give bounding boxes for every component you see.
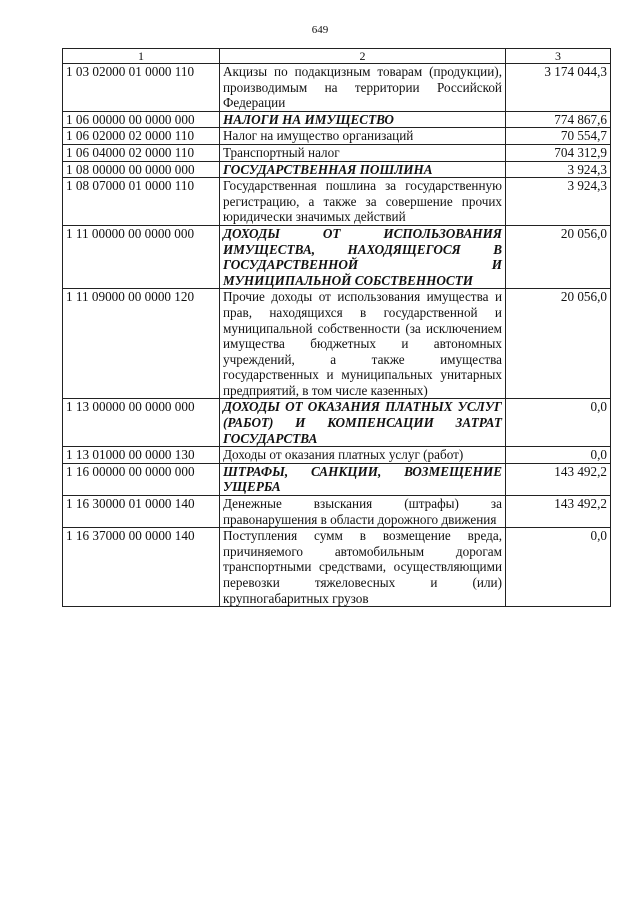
item-amount: 0,0 — [506, 447, 611, 464]
table-row — [63, 399, 611, 447]
table-row — [63, 144, 611, 161]
budget-code: 1 06 04000 02 0000 110 — [63, 144, 220, 161]
column-header-3: 3 — [506, 49, 611, 64]
budget-code: 1 16 00000 00 0000 000 — [63, 463, 220, 495]
item-amount: 0,0 — [506, 399, 611, 447]
budget-code: 1 11 09000 00 0000 120 — [63, 289, 220, 399]
budget-code: 1 16 30000 01 0000 140 — [63, 496, 220, 528]
table-row — [63, 64, 611, 112]
table-row — [63, 289, 611, 399]
budget-code: 1 13 00000 00 0000 000 — [63, 399, 220, 447]
table-row — [63, 128, 611, 145]
budget-code: 1 03 02000 01 0000 110 — [63, 64, 220, 112]
item-amount: 3 174 044,3 — [506, 64, 611, 112]
item-amount: 70 554,7 — [506, 128, 611, 145]
item-amount: 20 056,0 — [506, 289, 611, 399]
column-header-1: 1 — [63, 49, 220, 64]
item-name: Денежные взыскания (штрафы) за правонарушения в области дорожного движения — [220, 496, 506, 528]
item-amount: 3 924,3 — [506, 161, 611, 178]
table-row — [63, 463, 611, 495]
item-name: Поступления сумм в возмещение вреда, причиняемого автомобильным дорогам транспортными средствами, осуществляющими перевозки тяжеловесных и (или) крупногабаритных грузов — [220, 528, 506, 607]
budget-code: 1 08 07000 01 0000 110 — [63, 178, 220, 226]
table-row — [63, 225, 611, 288]
revenue-table — [62, 48, 611, 607]
item-name: Акцизы по подакцизным товарам (продукции), производимым на территории Российской Федерации — [220, 64, 506, 112]
budget-code: 1 06 00000 00 0000 000 — [63, 111, 220, 128]
item-amount: 704 312,9 — [506, 144, 611, 161]
item-name: ШТРАФЫ, САНКЦИИ, ВОЗМЕЩЕНИЕ УЩЕРБА — [220, 463, 506, 495]
item-amount: 0,0 — [506, 528, 611, 607]
table-header-row — [63, 49, 611, 64]
table-row — [63, 161, 611, 178]
item-name: Транспортный налог — [220, 144, 506, 161]
table-row — [63, 447, 611, 464]
budget-code: 1 16 37000 00 0000 140 — [63, 528, 220, 607]
item-amount: 3 924,3 — [506, 178, 611, 226]
column-header-2: 2 — [220, 49, 506, 64]
budget-code: 1 08 00000 00 0000 000 — [63, 161, 220, 178]
table-row — [63, 496, 611, 528]
item-name: Доходы от оказания платных услуг (работ) — [220, 447, 506, 464]
item-amount: 774 867,6 — [506, 111, 611, 128]
table-row — [63, 111, 611, 128]
item-name: Государственная пошлина за государственную регистрацию, а также за совершение прочих юридически значимых действий — [220, 178, 506, 226]
item-name: НАЛОГИ НА ИМУЩЕСТВО — [220, 111, 506, 128]
budget-code: 1 06 02000 02 0000 110 — [63, 128, 220, 145]
item-name: ГОСУДАРСТВЕННАЯ ПОШЛИНА — [220, 161, 506, 178]
item-amount: 143 492,2 — [506, 463, 611, 495]
budget-code: 1 13 01000 00 0000 130 — [63, 447, 220, 464]
item-name: Прочие доходы от использования имущества и прав, находящихся в государственной и муниципальной собственности (за исключением имущества бюджетных и автономных учреждений, а также имущества государственных и муниципальных унитарных предприятий, в том числе казенных) — [220, 289, 506, 399]
table-row — [63, 528, 611, 607]
page-number: 649 — [311, 24, 329, 36]
item-name: ДОХОДЫ ОТ ОКАЗАНИЯ ПЛАТНЫХ УСЛУГ (РАБОТ) И КОМПЕНСАЦИИ ЗАТРАТ ГОСУДАРСТВА — [220, 399, 506, 447]
budget-code: 1 11 00000 00 0000 000 — [63, 225, 220, 288]
item-amount: 143 492,2 — [506, 496, 611, 528]
table-row — [63, 178, 611, 226]
item-amount: 20 056,0 — [506, 225, 611, 288]
item-name: Налог на имущество организаций — [220, 128, 506, 145]
item-name: ДОХОДЫ ОТ ИСПОЛЬЗОВАНИЯ ИМУЩЕСТВА, НАХОДЯЩЕГОСЯ В ГОСУДАРСТВЕННОЙ И МУНИЦИПАЛЬНОЙ СОБСТВЕННОСТИ — [220, 225, 506, 288]
